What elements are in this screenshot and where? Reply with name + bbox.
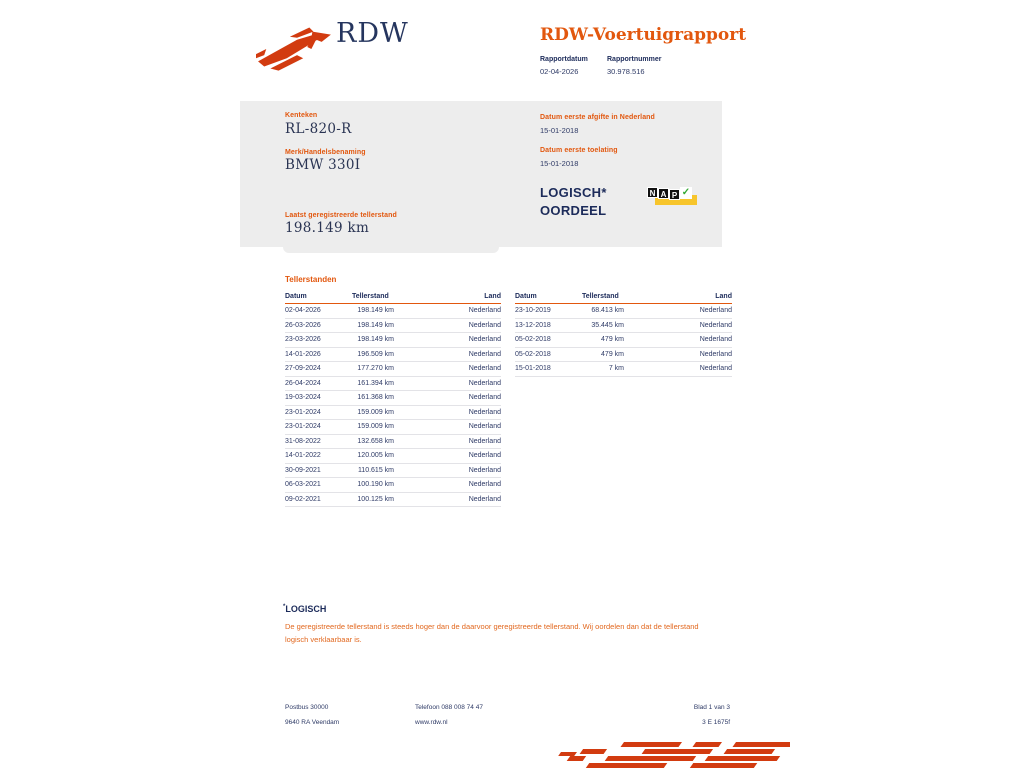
cell-datum: 23-01-2024: [285, 423, 321, 430]
first-admission-value: 15-01-2018: [540, 159, 579, 168]
cell-tellerstand: 479 km: [601, 350, 624, 358]
cell-land: Nederland: [468, 408, 501, 416]
merk-value: BMW 330I: [285, 157, 361, 173]
cell-tellerstand: 132.658 km: [357, 437, 394, 445]
table-row: [515, 362, 732, 377]
cell-land: Nederland: [468, 452, 501, 459]
cell-tellerstand: 120.005 km: [357, 452, 394, 459]
footer-address-line1: Postbus 30000: [285, 704, 329, 711]
cell-tellerstand: 100.125 km: [357, 495, 394, 503]
cell-land: Nederland: [699, 307, 732, 314]
table-row: [285, 449, 501, 464]
report-date-block: [540, 56, 588, 76]
rdw-wordmark: RDW: [336, 18, 409, 49]
table-body: [285, 304, 501, 507]
cell-tellerstand: 68.413 km: [591, 307, 624, 314]
cell-tellerstand: 161.368 km: [357, 394, 394, 401]
footnote-asterisk: *: [283, 604, 286, 610]
table-row: [285, 304, 501, 319]
cell-land: Nederland: [468, 350, 501, 358]
verdict-line2: OORDEEL: [540, 203, 607, 218]
nap-letter-n: N: [647, 187, 658, 198]
rdw-stripes-logo-icon: [546, 742, 790, 768]
cell-land: Nederland: [468, 394, 501, 401]
verdict-line1: LOGISCH*: [540, 185, 607, 200]
nap-letter-p: P: [669, 189, 680, 200]
footer-page-info: [630, 700, 730, 730]
column-header-datum: Datum: [515, 293, 537, 300]
column-header-datum: Datum: [285, 293, 307, 300]
cell-tellerstand: 196.509 km: [357, 350, 394, 358]
cell-datum: 05-02-2018: [515, 336, 551, 343]
cell-land: Nederland: [699, 336, 732, 343]
first-admission-label: Datum eerste toelating: [540, 147, 618, 154]
first-issue-value: 15-01-2018: [540, 126, 579, 135]
cell-datum: 05-02-2018: [515, 350, 551, 358]
table-row: [285, 478, 501, 493]
cell-tellerstand: 110.615 km: [357, 466, 394, 474]
cell-datum: 27-09-2024: [285, 365, 321, 372]
cell-datum: 14-01-2026: [285, 350, 321, 358]
rdw-bird-logo-icon: [256, 24, 336, 72]
tellerstanden-table-left: [285, 290, 501, 507]
cell-datum: 02-04-2026: [285, 307, 321, 314]
cell-datum: 23-01-2024: [285, 408, 321, 416]
table-header-row: [285, 290, 501, 304]
nap-logo-icon: [647, 185, 697, 208]
column-header-tellerstand: Tellerstand: [352, 293, 389, 300]
footnote-title: [283, 604, 326, 614]
footer-page-number: Blad 1 van 3: [693, 704, 730, 711]
footer-address: [285, 700, 339, 730]
cell-datum: 09-02-2021: [285, 495, 321, 503]
cell-land: Nederland: [468, 423, 501, 430]
table-body: [515, 304, 732, 377]
cell-tellerstand: 198.149 km: [357, 321, 394, 329]
table-row: [285, 420, 501, 435]
table-row: [285, 319, 501, 334]
footer-phone: Telefoon 088 008 74 47: [415, 704, 483, 711]
table-row: [285, 464, 501, 479]
table-row: [285, 406, 501, 421]
cell-land: Nederland: [468, 466, 501, 474]
cell-datum: 26-03-2026: [285, 321, 321, 329]
table-header-row: [515, 290, 732, 304]
report-number-block: [607, 56, 661, 76]
cell-tellerstand: 159.009 km: [357, 423, 394, 430]
table-row: [515, 333, 732, 348]
report-date-label: Rapportdatum: [540, 56, 588, 63]
cell-datum: 19-03-2024: [285, 394, 321, 401]
cell-tellerstand: 161.394 km: [357, 379, 394, 387]
cell-land: Nederland: [468, 321, 501, 329]
cell-tellerstand: 35.445 km: [591, 321, 624, 329]
cell-land: Nederland: [699, 321, 732, 329]
cell-tellerstand: 177.270 km: [357, 365, 394, 372]
cell-tellerstand: 198.149 km: [357, 336, 394, 343]
cell-land: Nederland: [468, 437, 501, 445]
footer-form-code: 3 E 1675f: [702, 719, 730, 726]
cell-land: Nederland: [699, 365, 732, 372]
cell-datum: 23-03-2026: [285, 336, 321, 343]
table-row: [285, 435, 501, 450]
cell-tellerstand: 159.009 km: [357, 408, 394, 416]
laatste-tellerstand-value: 198.149 km: [285, 220, 370, 236]
cell-datum: 30-09-2021: [285, 466, 321, 474]
cell-land: Nederland: [468, 481, 501, 488]
report-number-value: 30.978.516: [607, 67, 645, 76]
cell-datum: 15-01-2018: [515, 365, 551, 372]
cell-land: Nederland: [468, 365, 501, 372]
laatste-tellerstand-label: Laatst geregistreerde tellerstand: [285, 212, 397, 219]
table-row: [285, 391, 501, 406]
cell-tellerstand: 479 km: [601, 336, 624, 343]
cell-datum: 13-12-2018: [515, 321, 551, 329]
cell-datum: 23-10-2019: [515, 307, 551, 314]
table-row: [515, 319, 732, 334]
cell-datum: 26-04-2024: [285, 379, 321, 387]
table-row: [285, 362, 501, 377]
cell-land: Nederland: [699, 350, 732, 358]
report-number-label: Rapportnummer: [607, 56, 662, 63]
merk-label: Merk/Handelsbenaming: [285, 149, 366, 156]
cell-land: Nederland: [468, 379, 501, 387]
footnote-text: De geregistreerde tellerstand is steeds hoger dan de daarvoor geregistreerde tellerstand. Wij oordelen dan dat de tellerstand logisch verklaarbaar is.: [285, 622, 699, 644]
footer-address-line2: 9640 RA Veendam: [285, 719, 340, 726]
table-row: [285, 348, 501, 363]
panel-tab-decoration: [283, 247, 499, 253]
table-row: [285, 377, 501, 392]
kenteken-label: Kenteken: [285, 112, 318, 119]
table-row: [285, 493, 501, 508]
kenteken-value: RL-820-R: [285, 121, 352, 137]
document-title: RDW-Voertuigrapport: [540, 25, 747, 45]
first-issue-label: Datum eerste afgifte in Nederland: [540, 114, 655, 121]
footnote-title-text: LOGISCH: [285, 604, 327, 614]
cell-land: Nederland: [468, 307, 501, 314]
table-row: [285, 333, 501, 348]
cell-tellerstand: 100.190 km: [357, 481, 394, 488]
cell-tellerstand: 198.149 km: [357, 307, 394, 314]
table-row: [515, 348, 732, 363]
column-header-land: Land: [715, 293, 732, 300]
tellerstanden-table-right: [515, 290, 732, 377]
footer-website: www.rdw.nl: [415, 719, 448, 726]
footer-contact: [415, 700, 483, 730]
nap-letter-a: A: [658, 188, 669, 199]
column-header-tellerstand: Tellerstand: [582, 293, 619, 300]
cell-datum: 14-01-2022: [285, 452, 321, 459]
cell-tellerstand: 7 km: [608, 365, 624, 372]
cell-datum: 31-08-2022: [285, 437, 321, 445]
cell-land: Nederland: [468, 495, 501, 503]
tellerstanden-heading: Tellerstanden: [285, 275, 337, 284]
nap-check-icon: ✓: [681, 187, 691, 198]
verdict-text: [540, 184, 607, 220]
report-date-value: 02-04-2026: [540, 67, 579, 76]
column-header-land: Land: [484, 293, 501, 300]
cell-land: Nederland: [468, 336, 501, 343]
cell-datum: 06-03-2021: [285, 481, 321, 488]
table-row: [515, 304, 732, 319]
